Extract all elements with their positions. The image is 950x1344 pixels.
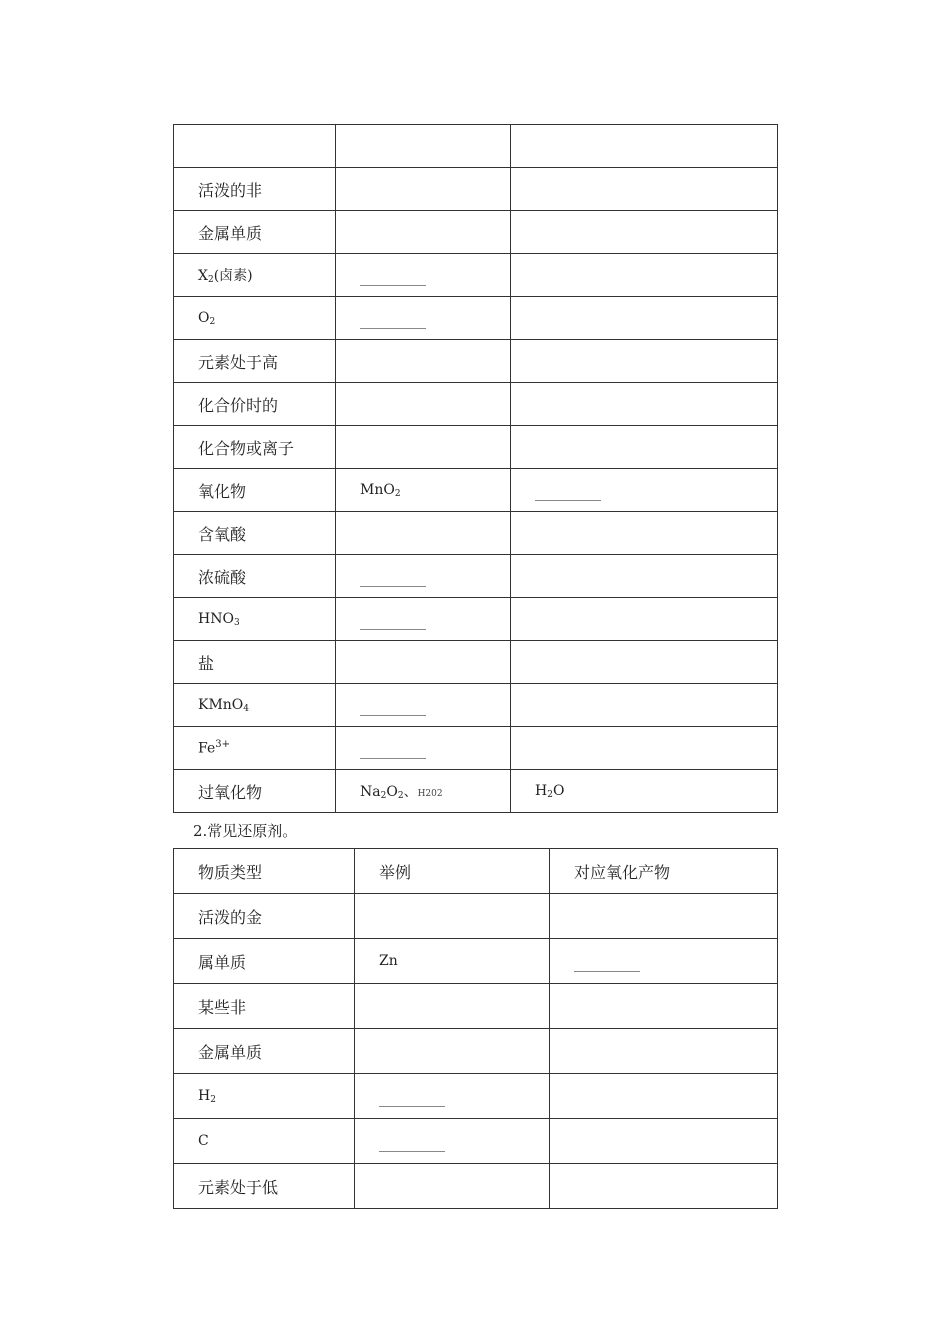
table-row	[174, 641, 778, 684]
table-row	[174, 684, 778, 727]
table-cell	[550, 984, 778, 1029]
fill-blank[interactable]	[336, 555, 511, 598]
table-cell: $HNO_3$	[174, 598, 336, 641]
table-row	[174, 598, 778, 641]
table-cell	[511, 555, 778, 598]
fill-blank[interactable]	[336, 598, 511, 641]
table-cell: 某些非	[174, 984, 355, 1029]
table-header-row	[174, 849, 778, 894]
table-row	[174, 426, 778, 469]
table-cell: 金属单质	[174, 1029, 355, 1074]
table-cell	[511, 727, 778, 770]
table-cell	[336, 211, 511, 254]
table-cell	[511, 211, 778, 254]
table-cell	[336, 168, 511, 211]
fill-blank[interactable]	[511, 469, 778, 512]
table-cell	[511, 383, 778, 426]
table-cell	[336, 340, 511, 383]
table-cell: 化合物或离子	[174, 426, 336, 469]
oxidant-table	[173, 124, 778, 813]
table-cell: $O_2$	[174, 297, 336, 340]
table-cell: $X_2$(卤素)	[174, 254, 336, 297]
table-row	[174, 770, 778, 813]
table-cell	[336, 125, 511, 168]
table-cell	[355, 1164, 550, 1209]
table-cell: 盐	[174, 641, 336, 684]
table-cell	[511, 254, 778, 297]
column-header: 举例	[355, 849, 550, 894]
table-row	[174, 1074, 778, 1119]
table-cell	[511, 297, 778, 340]
table-cell	[550, 1164, 778, 1209]
table-cell	[550, 1029, 778, 1074]
table-cell	[550, 1119, 778, 1164]
table-cell	[355, 984, 550, 1029]
table-cell: 活泼的金	[174, 894, 355, 939]
fill-blank[interactable]	[355, 1119, 550, 1164]
table-cell: 元素处于低	[174, 1164, 355, 1209]
table-cell	[336, 383, 511, 426]
section-heading: 2.常见还原剂。	[193, 822, 298, 840]
table-row	[174, 727, 778, 770]
table-cell	[511, 598, 778, 641]
table-cell: 金属单质	[174, 211, 336, 254]
table-row	[174, 984, 778, 1029]
table-row	[174, 340, 778, 383]
table-cell: 活泼的非	[174, 168, 336, 211]
table-row	[174, 1119, 778, 1164]
table-cell: $Na_2O_2$、H202	[336, 770, 511, 813]
table-cell	[355, 894, 550, 939]
table-cell: MnO$_2$	[336, 469, 511, 512]
table-cell	[355, 1029, 550, 1074]
table-cell: 含氧酸	[174, 512, 336, 555]
table-row	[174, 555, 778, 598]
table-cell	[511, 641, 778, 684]
table-row	[174, 939, 778, 984]
table-row	[174, 1164, 778, 1209]
table-cell: KMnO$_4$	[174, 684, 336, 727]
table-cell	[511, 125, 778, 168]
table-cell	[511, 168, 778, 211]
table-row	[174, 125, 778, 168]
table-cell: 化合价时的	[174, 383, 336, 426]
table-row	[174, 512, 778, 555]
table-cell	[550, 1074, 778, 1119]
table-cell: 元素处于高	[174, 340, 336, 383]
table-cell	[336, 426, 511, 469]
table-cell: C	[174, 1119, 355, 1164]
table-cell: 属单质	[174, 939, 355, 984]
table-cell	[511, 340, 778, 383]
table-row	[174, 211, 778, 254]
fill-blank[interactable]	[336, 297, 511, 340]
fill-blank[interactable]	[336, 684, 511, 727]
table-cell	[511, 426, 778, 469]
table-row	[174, 469, 778, 512]
table-row	[174, 168, 778, 211]
column-header: 对应氧化产物	[550, 849, 778, 894]
table-cell	[336, 512, 511, 555]
table-cell: $Fe^{3+}$	[174, 727, 336, 770]
fill-blank[interactable]	[550, 939, 778, 984]
fill-blank[interactable]	[336, 727, 511, 770]
table-cell: $H_2$	[174, 1074, 355, 1119]
fill-blank[interactable]	[355, 1074, 550, 1119]
table-cell	[550, 894, 778, 939]
table-row	[174, 297, 778, 340]
table-cell	[511, 512, 778, 555]
table-cell	[511, 684, 778, 727]
column-header: 物质类型	[174, 849, 355, 894]
table-cell: $H_2O$	[511, 770, 778, 813]
table-row	[174, 383, 778, 426]
table-row	[174, 894, 778, 939]
fill-blank[interactable]	[336, 254, 511, 297]
table-row	[174, 254, 778, 297]
reductant-table	[173, 848, 778, 1209]
table-cell: 过氧化物	[174, 770, 336, 813]
table-cell	[174, 125, 336, 168]
table-cell: 氧化物	[174, 469, 336, 512]
table-row	[174, 1029, 778, 1074]
table-cell: Zn	[355, 939, 550, 984]
table-cell: 浓硫酸	[174, 555, 336, 598]
table-cell	[336, 641, 511, 684]
